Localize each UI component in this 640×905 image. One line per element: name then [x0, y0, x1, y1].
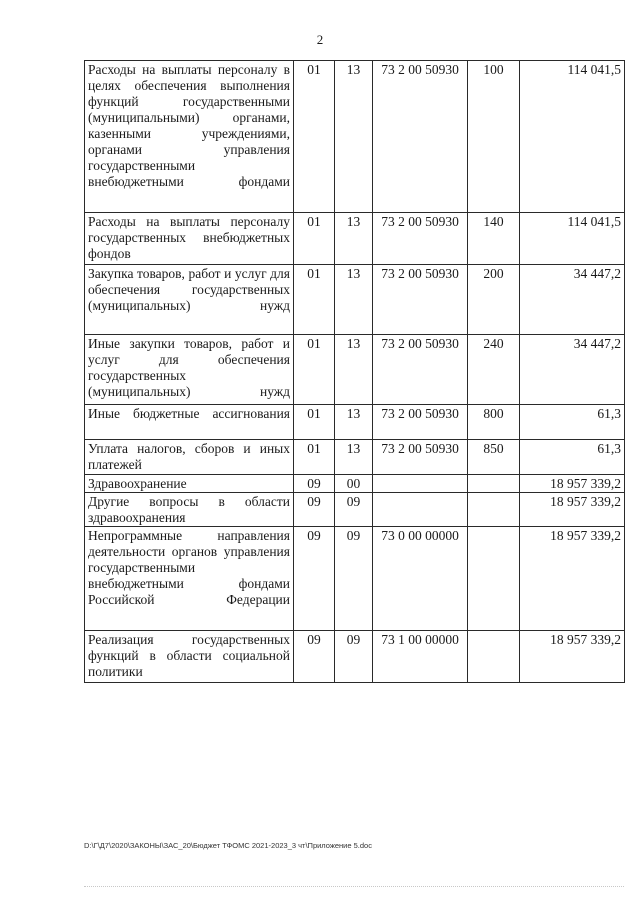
row-target-article: 73 1 00 00000: [373, 631, 468, 683]
row-target-article: 73 2 00 50930: [373, 61, 468, 213]
table-row: [85, 631, 625, 683]
row-target-article: 73 2 00 50930: [373, 265, 468, 335]
row-expense-type: [468, 475, 520, 493]
table-row: [85, 213, 625, 265]
row-section: 09: [294, 527, 335, 631]
row-amount: 34 447,2: [520, 335, 625, 405]
scan-artifact-line: [84, 886, 624, 888]
row-name: Реализация государственных функций в области социальной политики: [85, 631, 294, 683]
row-amount: 61,3: [520, 440, 625, 475]
row-subsection: 13: [335, 335, 373, 405]
row-section: 09: [294, 475, 335, 493]
budget-table: [84, 60, 625, 683]
row-name: Иные закупки товаров, работ и услуг для обеспечения государственных (муниципальных) нужд: [85, 335, 294, 405]
row-amount: 114 041,5: [520, 213, 625, 265]
row-subsection: 00: [335, 475, 373, 493]
row-target-article: 73 2 00 50930: [373, 213, 468, 265]
table-row: [85, 61, 625, 213]
table-row: [85, 335, 625, 405]
row-expense-type: [468, 527, 520, 631]
row-name: Иные бюджетные ассигнования: [85, 405, 294, 440]
row-target-article: [373, 493, 468, 527]
row-subsection: 13: [335, 61, 373, 213]
row-target-article: 73 2 00 50930: [373, 440, 468, 475]
row-name: Закупка товаров, работ и услуг для обеспечения государственных (муниципальных) нужд: [85, 265, 294, 335]
row-amount: 18 957 339,2: [520, 475, 625, 493]
row-expense-type: [468, 631, 520, 683]
row-name: Уплата налогов, сборов и иных платежей: [85, 440, 294, 475]
row-section: 01: [294, 265, 335, 335]
row-amount: 18 957 339,2: [520, 493, 625, 527]
row-subsection: 13: [335, 213, 373, 265]
row-name: Расходы на выплаты персоналу государственных внебюджетных фондов: [85, 213, 294, 265]
file-path-footer: D:\Г\Д7\2020\ЗАКОНЫ\ЗАС_20\Бюджет ТФОМС 2021-2023_3 чт\Приложение 5.doc: [84, 841, 372, 850]
row-subsection: 09: [335, 631, 373, 683]
row-target-article: [373, 475, 468, 493]
table-row: [85, 440, 625, 475]
table-row: [85, 527, 625, 631]
row-subsection: 13: [335, 265, 373, 335]
row-expense-type: 140: [468, 213, 520, 265]
row-target-article: 73 2 00 50930: [373, 405, 468, 440]
row-section: 01: [294, 440, 335, 475]
row-expense-type: 100: [468, 61, 520, 213]
row-amount: 114 041,5: [520, 61, 625, 213]
row-target-article: 73 0 00 00000: [373, 527, 468, 631]
row-name: Другие вопросы в области здравоохранения: [85, 493, 294, 527]
row-target-article: 73 2 00 50930: [373, 335, 468, 405]
row-subsection: 09: [335, 527, 373, 631]
row-subsection: 13: [335, 405, 373, 440]
row-section: 01: [294, 213, 335, 265]
row-amount: 18 957 339,2: [520, 631, 625, 683]
row-amount: 18 957 339,2: [520, 527, 625, 631]
row-section: 01: [294, 405, 335, 440]
page-number: 2: [316, 32, 324, 47]
row-section: 01: [294, 335, 335, 405]
table-row: [85, 475, 625, 493]
row-name: Здравоохранение: [85, 475, 294, 493]
row-expense-type: 200: [468, 265, 520, 335]
row-expense-type: 800: [468, 405, 520, 440]
table-row: [85, 265, 625, 335]
row-subsection: 13: [335, 440, 373, 475]
row-amount: 61,3: [520, 405, 625, 440]
row-name: Непрограммные направления деятельности органов управления государственными внебюджетными фондами Российской Федерации: [85, 527, 294, 631]
row-expense-type: 850: [468, 440, 520, 475]
table-row: [85, 493, 625, 527]
row-section: 01: [294, 61, 335, 213]
row-expense-type: [468, 493, 520, 527]
table-row: [85, 405, 625, 440]
row-section: 09: [294, 493, 335, 527]
row-amount: 34 447,2: [520, 265, 625, 335]
row-expense-type: 240: [468, 335, 520, 405]
row-subsection: 09: [335, 493, 373, 527]
row-name: Расходы на выплаты персоналу в целях обеспечения выполнения функций государственными (муниципальными) органами, казенными учреждениями, органами управления государственными внебюджетными фондами: [85, 61, 294, 213]
row-section: 09: [294, 631, 335, 683]
